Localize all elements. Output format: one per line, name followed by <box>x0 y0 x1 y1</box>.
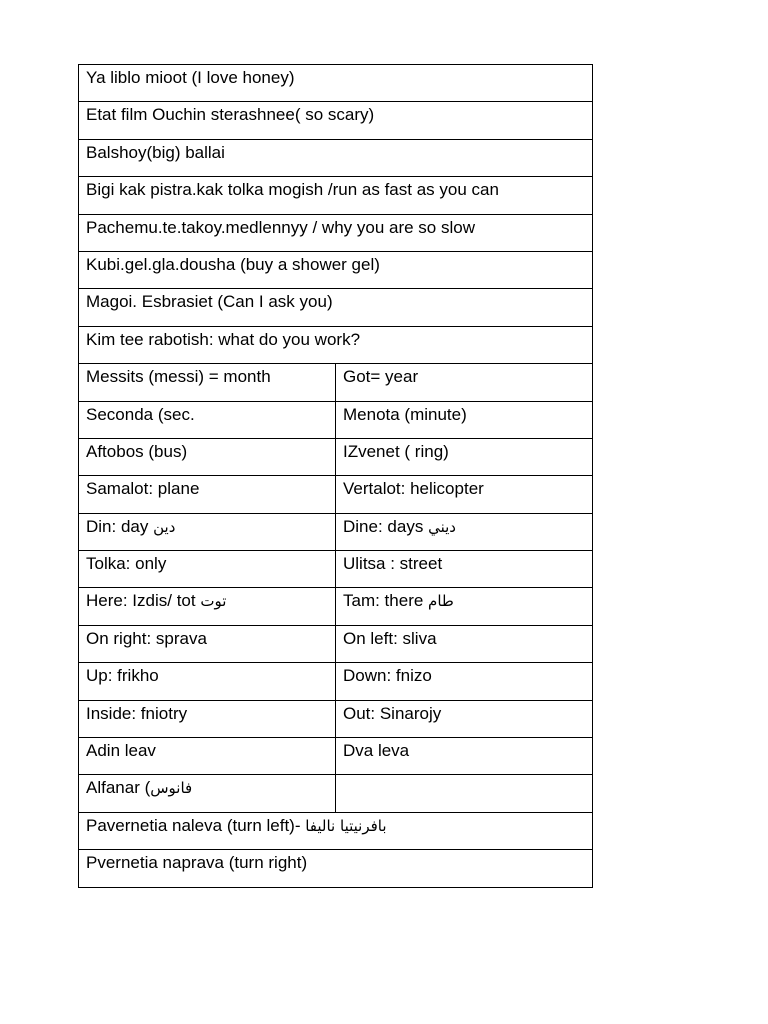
cell-text: On right: sprava <box>86 628 207 648</box>
cell-text: Kim tee rabotish: what do you work? <box>86 329 361 349</box>
cell-text: Menota (minute) <box>343 404 467 424</box>
table-cell-left <box>79 775 336 812</box>
table-cell-left <box>79 513 336 550</box>
cell-text: Pavernetia naleva (turn left)- <box>86 815 301 835</box>
table-cell <box>79 139 593 176</box>
table-row <box>79 438 593 475</box>
table-row <box>79 738 593 775</box>
table-cell <box>79 850 593 887</box>
cell-text: Din: day <box>86 516 149 536</box>
arabic-text: توت <box>200 592 227 611</box>
arabic-text: ديني <box>428 517 456 536</box>
cell-text: Dine: days <box>343 516 424 536</box>
table-cell-left <box>79 663 336 700</box>
vocabulary-table-body <box>79 65 593 888</box>
cell-text: Ulitsa : street <box>343 554 443 574</box>
table-cell <box>79 812 593 849</box>
table-row <box>79 401 593 438</box>
table-cell <box>79 177 593 214</box>
cell-text: Down: fnizo <box>343 666 432 686</box>
table-cell-left <box>79 738 336 775</box>
cell-text: Tolka: only <box>86 554 167 574</box>
table-row <box>79 214 593 251</box>
table-row <box>79 513 593 550</box>
table-cell-right <box>336 625 593 662</box>
table-cell <box>79 289 593 326</box>
table-cell-right <box>336 663 593 700</box>
table-cell-left <box>79 625 336 662</box>
table-row <box>79 289 593 326</box>
cell-text: Messits (messi) = month <box>86 367 271 387</box>
arabic-text: بافرنيتيا ناليفا <box>305 816 387 835</box>
table-row <box>79 177 593 214</box>
cell-text: Aftobos (bus) <box>86 441 188 461</box>
cell-text: Alfanar ( <box>86 778 151 798</box>
cell-text: Pvernetia naprava (turn right) <box>86 853 308 873</box>
cell-text: Dva leva <box>343 741 410 761</box>
table-cell-right <box>336 551 593 588</box>
table-row <box>79 850 593 887</box>
table-row <box>79 251 593 288</box>
cell-text: Here: Izdis/ tot <box>86 591 196 611</box>
table-cell <box>79 65 593 102</box>
table-cell-empty <box>336 775 593 812</box>
table-row <box>79 326 593 363</box>
table-cell-right <box>336 700 593 737</box>
table-cell-left <box>79 588 336 625</box>
cell-text: Up: frikho <box>86 666 159 686</box>
cell-text: Ya liblo mioot (I love honey) <box>86 68 295 87</box>
table-row <box>79 364 593 401</box>
table-cell <box>79 214 593 251</box>
table-cell-left <box>79 438 336 475</box>
cell-text: Pachemu.te.takoy.medlennyy / why you are so slow <box>86 217 475 237</box>
table-row <box>79 102 593 139</box>
table-cell-right <box>336 476 593 513</box>
table-row <box>79 588 593 625</box>
table-cell-right <box>336 401 593 438</box>
table-row <box>79 775 593 812</box>
cell-text: Inside: fniotry <box>86 703 188 723</box>
table-cell-left <box>79 364 336 401</box>
cell-text: Etat film Ouchin sterashnee( so scary) <box>86 105 375 125</box>
cell-text: Balshoy(big) ballai <box>86 142 225 162</box>
table-cell-right <box>336 738 593 775</box>
table-cell-left <box>79 401 336 438</box>
table-cell <box>79 102 593 139</box>
cell-text: Tam: there <box>343 591 424 611</box>
cell-text: Vertalot: helicopter <box>343 479 484 499</box>
table-cell-right <box>336 513 593 550</box>
arabic-text: طام <box>428 592 454 611</box>
table-row <box>79 625 593 662</box>
table-cell-left <box>79 700 336 737</box>
cell-text: Magoi. Esbrasiet (Can I ask you) <box>86 292 333 312</box>
cell-text: Kubi.gel.gla.dousha (buy a shower gel) <box>86 254 380 274</box>
table-row <box>79 476 593 513</box>
table-cell-right <box>336 588 593 625</box>
cell-text: IZvenet ( ring) <box>343 441 449 461</box>
table-row <box>79 65 593 102</box>
table-cell <box>79 326 593 363</box>
arabic-text: فانوس <box>150 779 193 798</box>
table-cell-left <box>79 551 336 588</box>
cell-text: Adin leav <box>86 741 156 761</box>
table-row <box>79 551 593 588</box>
cell-text: Got= year <box>343 367 419 387</box>
table-row <box>79 139 593 176</box>
table-cell <box>79 251 593 288</box>
table-cell-right <box>336 438 593 475</box>
table-cell-left <box>79 476 336 513</box>
cell-text: Seconda (sec. <box>86 404 195 424</box>
vocabulary-table <box>78 64 593 888</box>
cell-text: Samalot: plane <box>86 479 200 499</box>
table-row <box>79 812 593 849</box>
table-row <box>79 700 593 737</box>
table-cell-right <box>336 364 593 401</box>
arabic-text: دين <box>153 517 176 536</box>
table-row <box>79 663 593 700</box>
cell-text: Bigi kak pistra.kak tolka mogish /run as fast as you can <box>86 180 499 200</box>
cell-text: Out: Sinarojy <box>343 703 442 723</box>
cell-text: On left: sliva <box>343 628 437 648</box>
